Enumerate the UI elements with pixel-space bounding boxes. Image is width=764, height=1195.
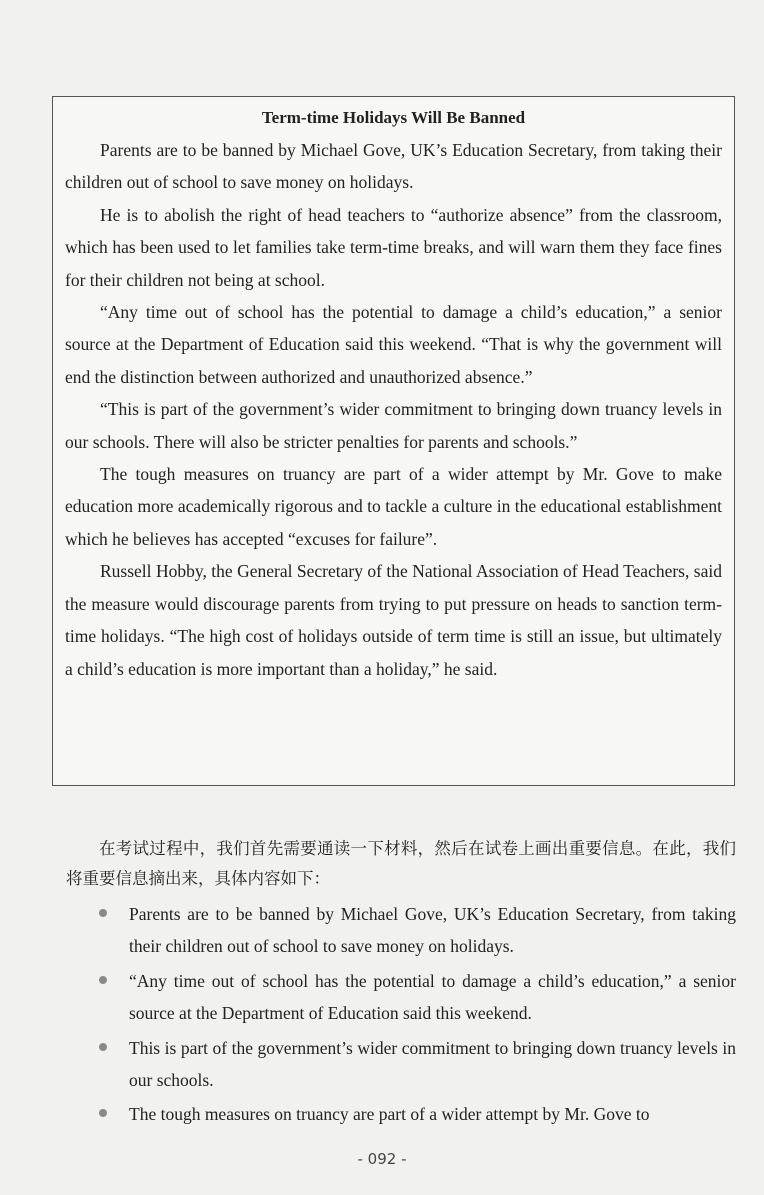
list-item xyxy=(66,1032,736,1097)
passage-paragraph: Parents are to be banned by Michael Gove, UK’s Education Secretary, from taking their children out of school to save money on holidays. xyxy=(65,140,722,193)
list-item xyxy=(66,965,736,1030)
passage-paragraph: The tough measures on truancy are part of a wider attempt by Mr. Gove to make education more academically rigorous and to tackle a culture in the educational establishment which he believes has accepted “excuses for failure”. xyxy=(65,464,722,549)
list-item-text: The tough measures on truancy are part of a wider attempt by Mr. Gove to xyxy=(129,1104,650,1125)
list-item xyxy=(66,898,736,963)
page-number: - 092 - xyxy=(357,1150,407,1168)
list-item-text: Parents are to be banned by Michael Gove, UK’s Education Secretary, from taking their children out of school to save money on holidays. xyxy=(129,904,736,957)
passage-paragraph: “This is part of the government’s wider commitment to bringing down truancy levels in our schools. There will also be stricter penalties for parents and schools.” xyxy=(65,399,722,452)
passage-paragraph: “Any time out of school has the potential to damage a child’s education,” a senior source at the Department of Education said this weekend. “That is why the government will end the distinction between authorized and unauthorized absence.” xyxy=(65,302,722,387)
list-item-text: This is part of the government’s wider commitment to bringing down truancy levels in our schools. xyxy=(129,1037,736,1091)
passage-paragraph: He is to abolish the right of head teachers to “authorize absence” from the classroom, which has been used to let families take term-time breaks, and will warn them they face fines for their children not being at school. xyxy=(65,204,722,290)
bullet-icon xyxy=(99,1043,107,1051)
intro-text: 在考试过程中，我们首先需要通读一下材料，然后在试卷上画出重要信息。在此，我们将重要信息摘出来，具体内容如下： xyxy=(66,839,736,888)
list-item-text: “Any time out of school has the potential to damage a child’s education,” a senior source at the Department of Education said this weekend. xyxy=(129,970,736,1024)
bullet-icon xyxy=(99,976,107,984)
key-info-list xyxy=(66,898,736,1133)
bullet-icon xyxy=(99,909,107,917)
list-item xyxy=(66,1098,736,1130)
passage-box xyxy=(52,96,735,786)
passage-paragraph: Russell Hobby, the General Secretary of the National Association of Head Teachers, said the measure would discourage parents from trying to put pressure on heads to sanction term-time holidays. “The high cost of holidays outside of term time is still an issue, but ultimately a child’s education is more important than a holiday,” he said. xyxy=(65,561,722,679)
passage-title: Term-time Holidays Will Be Banned xyxy=(261,108,526,127)
bullet-icon xyxy=(99,1109,107,1117)
